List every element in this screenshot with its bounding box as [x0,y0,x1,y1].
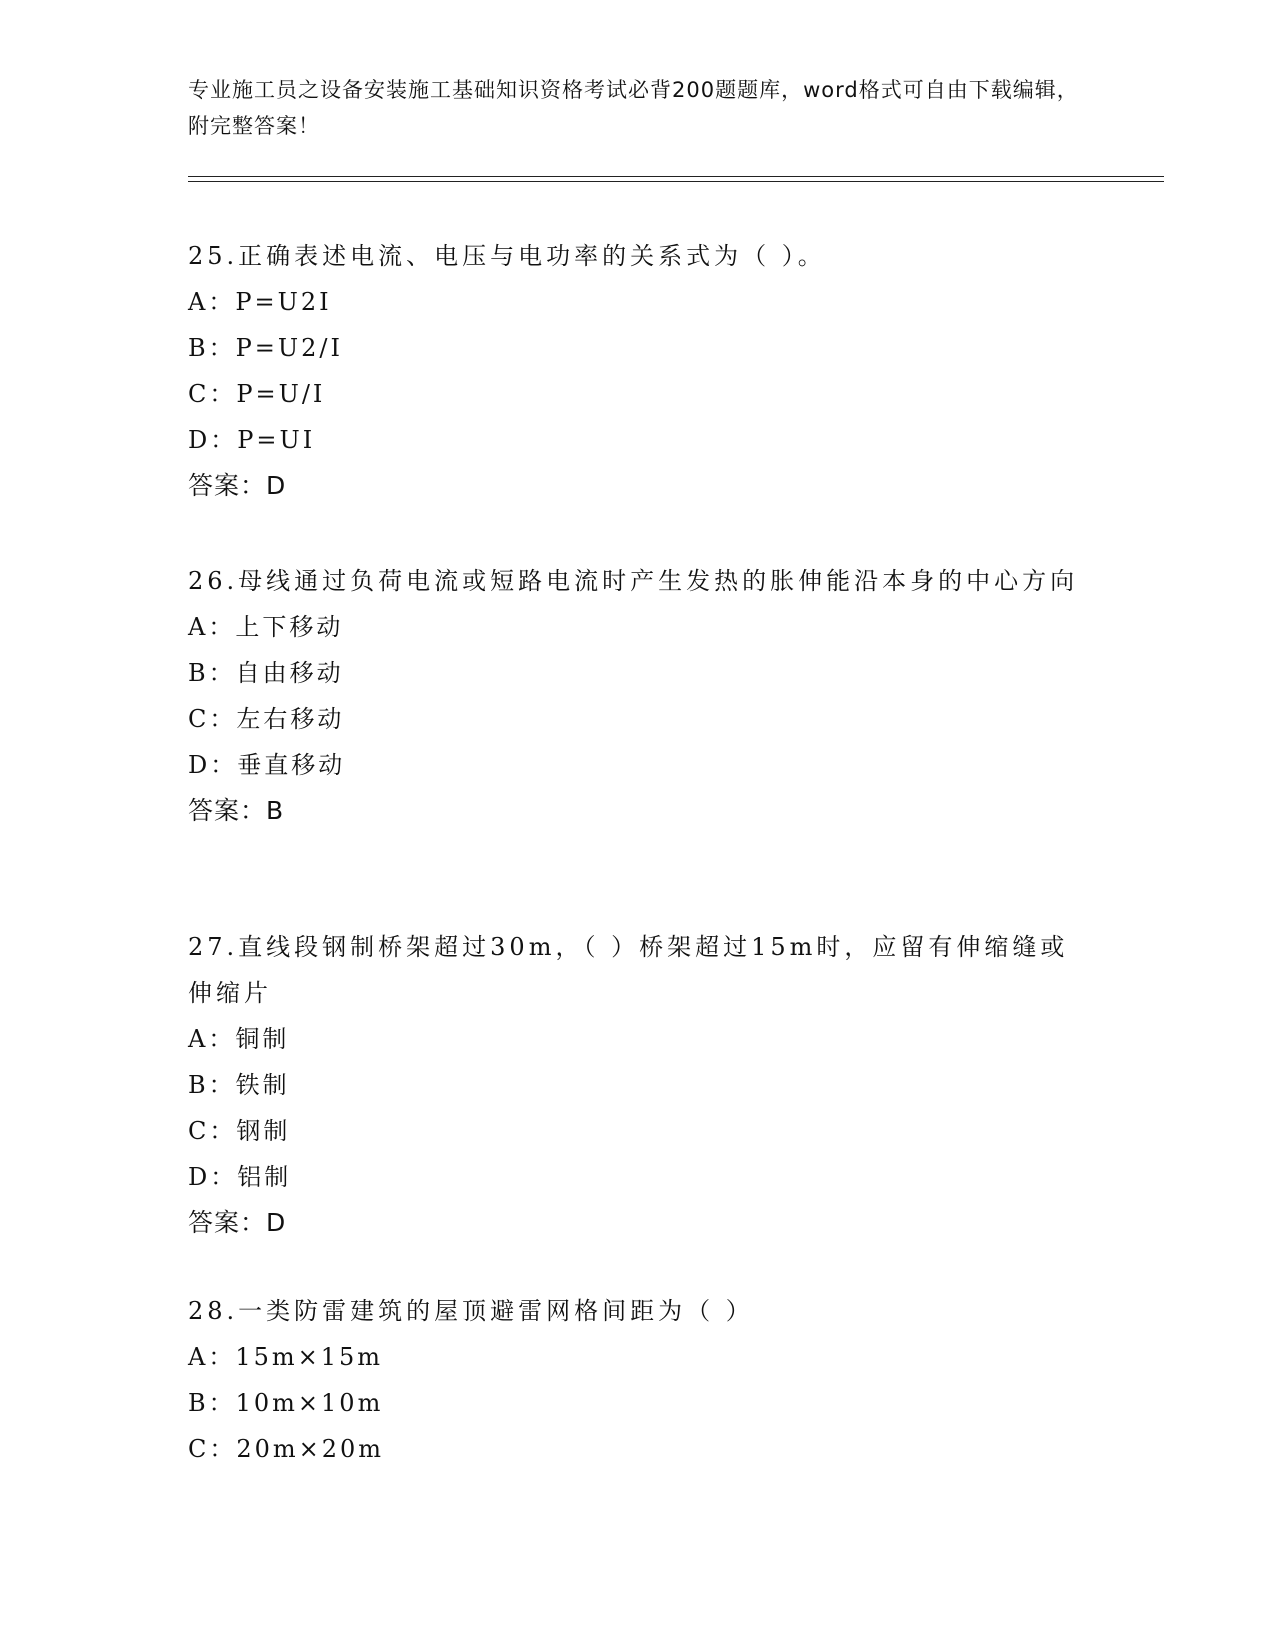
question-26 [188,558,1088,834]
question-25 [188,233,1088,509]
question-title: 25.正确表述电流、电压与电功率的关系式为（ ）。 [188,242,826,270]
question-title: 26.母线通过负荷电流或短路电流时产生发热的胀伸能沿本身的中心方向 [188,567,1079,595]
question-28 [188,1288,1088,1472]
answer: 答案：B [188,796,285,825]
answer: 答案：D [188,1208,287,1237]
header-divider-bottom [188,181,1164,182]
question-title: 27.直线段钢制桥架超过30m，（ ）桥架超过15m时，应留有伸缩缝或伸缩片 [188,933,1069,1007]
answer: 答案：D [188,471,287,500]
option-d: D：铝制 [188,1163,292,1191]
option-b: B：自由移动 [188,659,344,687]
document-header: 专业施工员之设备安装施工基础知识资格考试必背200题题库，word格式可自由下载编辑，附完整答案！ [188,78,1079,138]
option-d: D：P=UI [188,426,316,454]
option-d: D：垂直移动 [188,751,346,779]
option-a: A：铜制 [188,1025,290,1053]
option-a: A：15m×15m [188,1343,384,1371]
option-b: B：铁制 [188,1071,290,1099]
option-c: C：左右移动 [188,705,345,733]
option-c: C：P=U/I [188,380,326,408]
option-b: B：10m×10m [188,1389,384,1417]
question-title: 28.一类防雷建筑的屋顶避雷网格间距为（ ） [188,1297,754,1325]
option-c: C：20m×20m [188,1435,385,1463]
header-divider-top [188,176,1164,177]
option-a: A：上下移动 [188,613,344,641]
question-27 [188,924,1088,1246]
option-b: B：P=U2/I [188,334,343,362]
option-c: C：钢制 [188,1117,291,1145]
option-a: A：P=U2I [188,288,332,316]
